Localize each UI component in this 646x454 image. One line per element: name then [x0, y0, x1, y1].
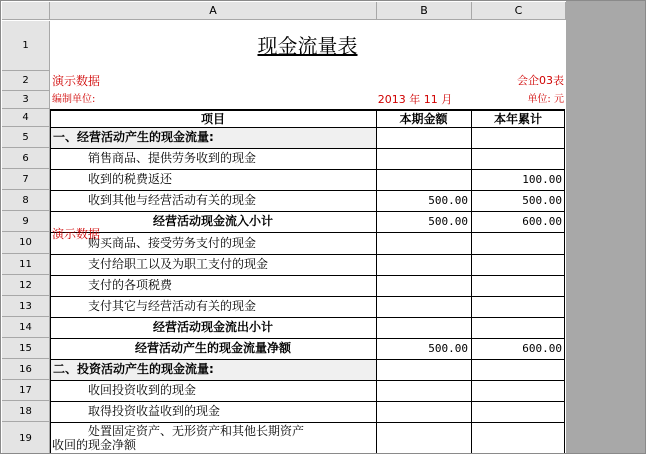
- item-cell[interactable]: 销售商品、提供劳务收到的现金: [88, 151, 257, 165]
- column-header-c[interactable]: C: [472, 2, 566, 20]
- item-cell[interactable]: 收到的税费返还: [88, 172, 173, 186]
- current-amount-cell[interactable]: [376, 148, 471, 169]
- ytd-amount-cell[interactable]: 600.00: [522, 215, 562, 228]
- period-label[interactable]: 2013 年 11 月: [377, 93, 453, 106]
- header-ytd[interactable]: 本年累计: [493, 112, 542, 126]
- current-amount-cell[interactable]: [376, 359, 471, 380]
- row-header[interactable]: 6: [2, 148, 50, 169]
- item-cell[interactable]: 一、经营活动产生的现金流量:: [53, 130, 214, 144]
- watermark-overlay[interactable]: 演示数据: [52, 227, 101, 241]
- ytd-amount-cell[interactable]: [471, 232, 565, 254]
- column-header-a[interactable]: A: [50, 2, 377, 20]
- item-cell[interactable]: 经营活动现金流入小计: [152, 214, 273, 228]
- header-item[interactable]: 项目: [200, 112, 225, 126]
- watermark-text[interactable]: 演示数据: [52, 74, 101, 88]
- row-header[interactable]: 1: [2, 21, 50, 71]
- row-header[interactable]: 8: [2, 190, 50, 211]
- item-cell[interactable]: [50, 422, 376, 454]
- row-header[interactable]: 13: [2, 296, 50, 317]
- row-header[interactable]: 18: [2, 401, 50, 422]
- current-amount-cell[interactable]: [376, 317, 471, 338]
- current-amount-cell[interactable]: [376, 232, 471, 254]
- item-cell[interactable]: 支付的各项税费: [88, 278, 173, 292]
- item-label-continued: 收回的现金净额: [52, 438, 137, 452]
- item-cell[interactable]: 二、投资活动产生的现金流量:: [53, 362, 214, 376]
- item-cell[interactable]: 支付给职工以及为职工支付的现金: [88, 257, 269, 271]
- ytd-amount-cell[interactable]: [471, 254, 565, 275]
- item-cell[interactable]: 购买商品、接受劳务支付的现金: [88, 236, 257, 250]
- ytd-amount-cell[interactable]: [471, 401, 565, 422]
- ytd-amount-cell[interactable]: [471, 275, 565, 296]
- ytd-amount-cell[interactable]: [471, 127, 565, 148]
- current-amount-cell[interactable]: [376, 296, 471, 317]
- current-amount-cell[interactable]: [376, 380, 471, 401]
- ytd-amount-cell[interactable]: [471, 317, 565, 338]
- current-amount-cell[interactable]: [376, 169, 471, 190]
- item-cell[interactable]: 收到其他与经营活动有关的现金: [88, 193, 257, 207]
- header-current[interactable]: 本期金额: [399, 112, 448, 126]
- row-header[interactable]: 5: [2, 127, 50, 148]
- current-amount-cell[interactable]: 500.00: [428, 342, 468, 355]
- row-header[interactable]: 3: [2, 91, 50, 109]
- current-amount-cell[interactable]: [376, 275, 471, 296]
- row-header[interactable]: 12: [2, 275, 50, 296]
- current-amount-cell[interactable]: [376, 127, 471, 148]
- ytd-amount-cell[interactable]: [471, 380, 565, 401]
- sheet-margin-area: [566, 1, 645, 453]
- current-amount-cell[interactable]: 500.00: [428, 194, 468, 207]
- column-header-b[interactable]: B: [377, 2, 472, 20]
- item-cell[interactable]: 支付其它与经营活动有关的现金: [88, 299, 257, 313]
- select-all-corner[interactable]: [2, 2, 50, 20]
- ytd-amount-cell[interactable]: 600.00: [522, 342, 562, 355]
- item-label: 处置固定资产、无形资产和其他长期资产: [88, 424, 305, 438]
- row-header[interactable]: 10: [2, 232, 50, 254]
- row-header[interactable]: 4: [2, 109, 50, 127]
- sheet-grid: [50, 21, 566, 454]
- row-header[interactable]: 17: [2, 380, 50, 401]
- ytd-amount-cell[interactable]: [471, 148, 565, 169]
- item-cell[interactable]: 收回投资收到的现金: [88, 383, 197, 397]
- item-cell[interactable]: 经营活动现金流出小计: [152, 320, 273, 334]
- row-header[interactable]: 2: [2, 71, 50, 91]
- form-code[interactable]: 会企03表: [517, 74, 564, 87]
- unit-label[interactable]: 单位: 元: [527, 94, 564, 105]
- current-amount-cell[interactable]: [376, 422, 471, 454]
- row-header[interactable]: 9: [2, 211, 50, 232]
- current-amount-cell[interactable]: [376, 254, 471, 275]
- current-amount-cell[interactable]: 500.00: [428, 215, 468, 228]
- column-header-bar: [2, 2, 644, 21]
- item-cell[interactable]: 经营活动产生的现金流量净额: [134, 341, 291, 355]
- org-label[interactable]: 编制单位:: [52, 94, 96, 105]
- row-header[interactable]: 7: [2, 169, 50, 190]
- row-header[interactable]: 14: [2, 317, 50, 338]
- row-header[interactable]: 16: [2, 359, 50, 380]
- report-title[interactable]: 现金流量表: [257, 34, 358, 58]
- row-header[interactable]: 15: [2, 338, 50, 359]
- ytd-amount-cell[interactable]: 100.00: [522, 173, 562, 186]
- row-header[interactable]: 19: [2, 422, 50, 454]
- current-amount-cell[interactable]: [376, 401, 471, 422]
- ytd-amount-cell[interactable]: [471, 422, 565, 454]
- ytd-amount-cell[interactable]: 500.00: [522, 194, 562, 207]
- item-cell[interactable]: 取得投资收益收到的现金: [88, 404, 221, 418]
- ytd-amount-cell[interactable]: [471, 296, 565, 317]
- row-header[interactable]: 11: [2, 254, 50, 275]
- ytd-amount-cell[interactable]: [471, 359, 565, 380]
